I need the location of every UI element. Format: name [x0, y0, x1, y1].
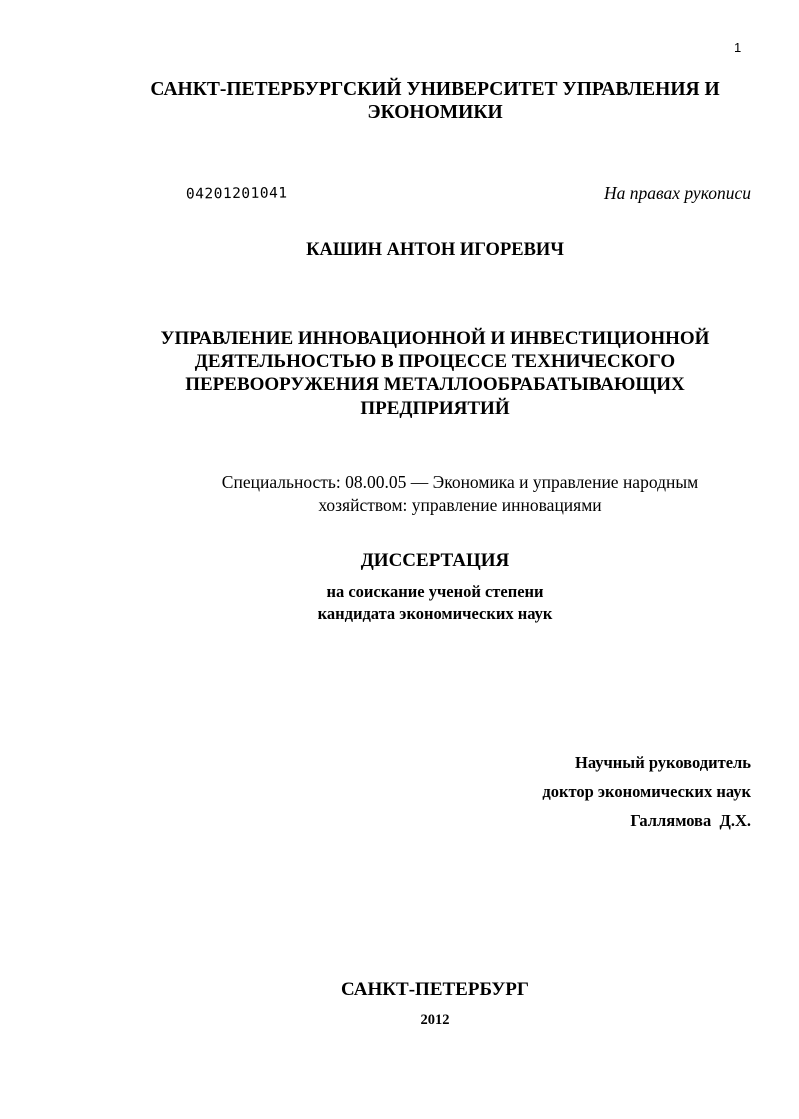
supervisor-name: Галлямова Д.Х. — [630, 811, 751, 830]
university-name — [100, 78, 770, 124]
supervisor-role: Научный руководитель — [575, 753, 751, 772]
specialty-line-1: Специальность: 08.00.05 — Экономика и управление народным — [221, 472, 699, 492]
specialty-line-2: хозяйством: управление инновациями — [318, 494, 602, 515]
title-line-1: УПРАВЛЕНИЕ ИННОВАЦИОННОЙ И ИНВЕСТИЦИОННОЙ — [160, 328, 710, 349]
supervisor-degree: доктор экономических наук — [542, 782, 751, 801]
degree-line-2: кандидата экономических наук — [317, 604, 553, 623]
specialty — [150, 471, 770, 516]
supervisor-block — [420, 748, 751, 835]
degree-sought — [235, 581, 635, 625]
university-name-line-1: САНКТ-ПЕТЕРБУРГСКИЙ УНИВЕРСИТЕТ УПРАВЛЕНИЯ И — [150, 79, 720, 100]
document-registration-number: 04201201041 — [185, 185, 288, 203]
title-line-2: ДЕЯТЕЛЬНОСТЬЮ В ПРОЦЕССЕ ТЕХНИЧЕСКОГО — [194, 351, 676, 373]
manuscript-rights-note: На правах рукописи — [604, 183, 751, 203]
title-line-3: ПЕРЕВООРУЖЕНИЯ МЕТАЛЛООБРАБАТЫВАЮЩИХ — [185, 374, 685, 396]
university-name-line-2: ЭКОНОМИКИ — [367, 102, 503, 123]
author-name: КАШИН АНТОН ИГОРЕВИЧ — [306, 240, 564, 260]
year: 2012 — [420, 1012, 450, 1028]
title-line-4: ПРЕДПРИЯТИЙ — [360, 397, 510, 419]
document-type-label: ДИССЕРТАЦИЯ — [360, 550, 510, 571]
dissertation-title — [120, 327, 750, 420]
page-number: 1 — [734, 40, 742, 55]
degree-line-1: на соискание ученой степени — [326, 582, 544, 601]
city: САНКТ-ПЕТЕРБУРГ — [341, 979, 529, 1000]
